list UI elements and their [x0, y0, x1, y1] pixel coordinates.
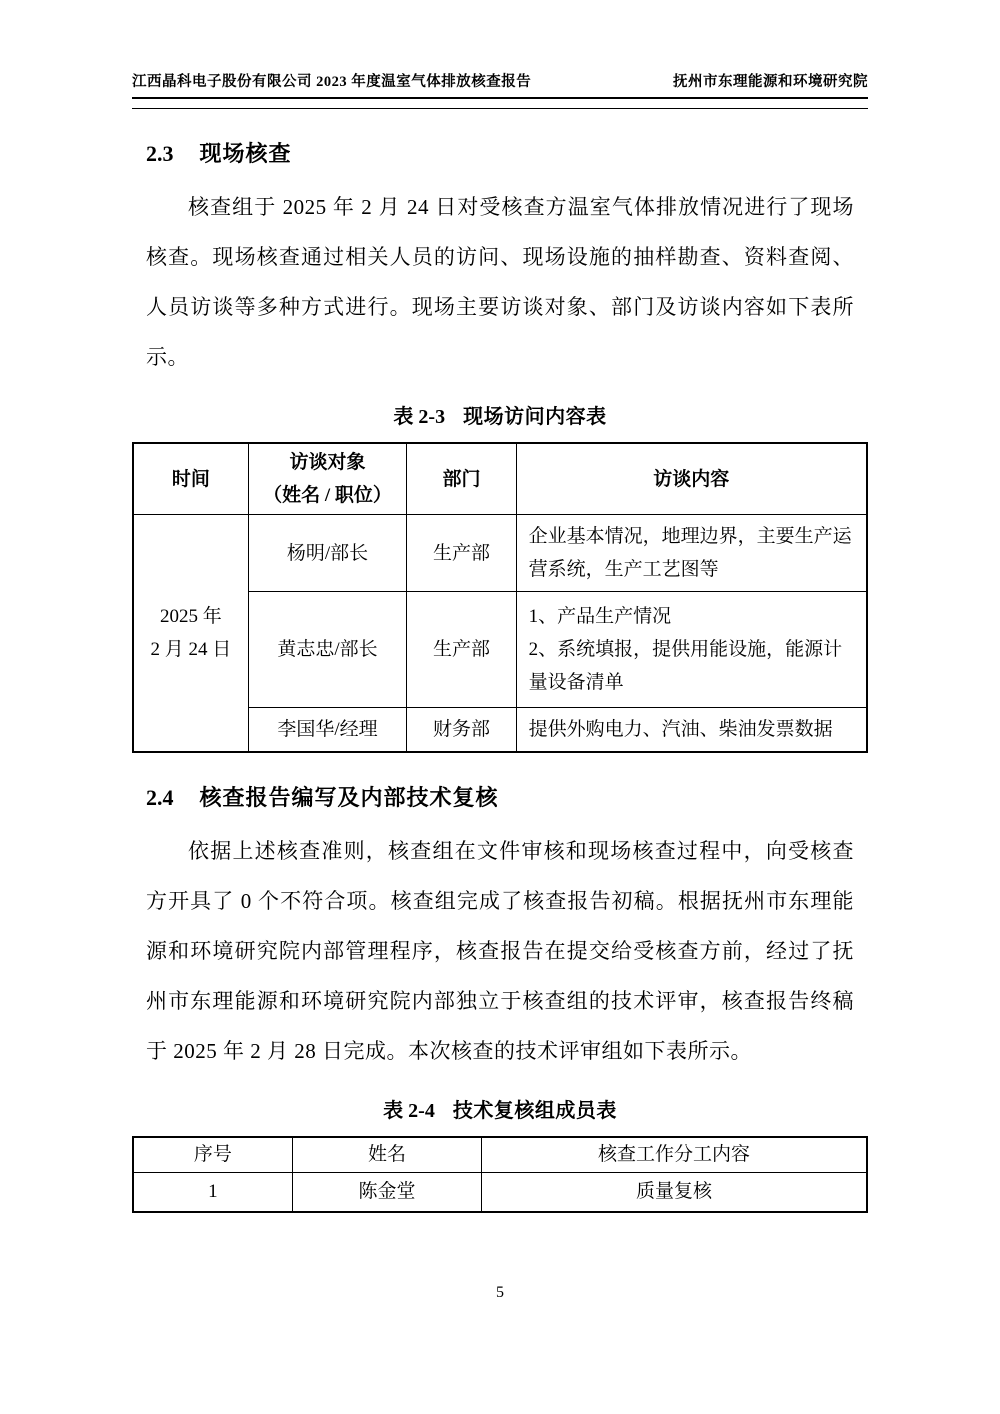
page-header: [132, 0, 868, 109]
col-header-dept: 部门: [407, 443, 516, 515]
header-report-title: 江西晶科电子股份有限公司 2023 年度温室气体排放核查报告: [132, 74, 532, 90]
cell-content: 提供外购电力、汽油、柴油发票数据: [516, 708, 867, 753]
table-header-row: [133, 1137, 867, 1173]
col-header-interviewee-line1: 访谈对象: [289, 452, 366, 473]
table-header-row: [133, 443, 867, 515]
cell-dept: 财务部: [407, 708, 516, 753]
page-number: 5: [496, 1284, 504, 1301]
cell-interviewee: 李国华/经理: [248, 708, 407, 753]
technical-review-table: [132, 1136, 868, 1213]
table-caption-title: 技术复核组成员表: [452, 1100, 617, 1122]
section-title: 核查报告编写及内部技术复核: [199, 785, 499, 810]
col-header-content: 访谈内容: [516, 443, 867, 515]
table-2-3-caption: [132, 400, 868, 429]
cell-dept: 生产部: [407, 592, 516, 708]
col-header-name: 姓名: [292, 1137, 481, 1173]
table-caption-number: 表 2-4: [383, 1100, 435, 1122]
cell-no: 1: [133, 1173, 292, 1213]
interview-table: [132, 442, 868, 753]
header-rule-thick: [132, 97, 868, 99]
section-number: 2.4: [146, 785, 174, 810]
table-row: [133, 1173, 867, 1213]
section-heading-2-4: [146, 781, 860, 812]
cell-interviewee: 黄志忠/部长: [248, 592, 407, 708]
cell-content: [516, 592, 867, 708]
cell-time-line1: 2025 年: [159, 606, 222, 627]
col-header-time: 时间: [133, 443, 248, 515]
table-2-4-caption: [132, 1094, 868, 1123]
cell-content-item2: 2、系统填报，提供用能设施，能源计量设备清单: [528, 639, 843, 693]
table-row: [133, 515, 867, 592]
cell-content: 企业基本情况，地理边界，主要生产运营系统，生产工艺图等: [516, 515, 867, 592]
cell-time-line2: 2 月 24 日: [150, 639, 232, 660]
cell-time: [133, 515, 248, 753]
col-header-interviewee: [248, 443, 407, 515]
cell-content-item1: 1、产品生产情况: [528, 606, 672, 627]
section-heading-2-3: [146, 137, 860, 168]
col-header-no: 序号: [133, 1137, 292, 1173]
section-number: 2.3: [146, 141, 174, 166]
header-rule-thin: [132, 108, 868, 109]
cell-dept: 生产部: [407, 515, 516, 592]
cell-duty: 质量复核: [482, 1173, 867, 1213]
cell-name: 陈金堂: [292, 1173, 481, 1213]
table-caption-title: 现场访问内容表: [463, 406, 607, 428]
paragraph-onsite-verification: 核查组于 2025 年 2 月 24 日对受核查方温室气体排放情况进行了现场核查。现场核查通过相关人员的访问、现场设施的抽样勘查、资料查阅、人员访谈等多种方式进行。现场主要访谈对象、部门及访谈内容如下表所示。: [146, 195, 854, 369]
header-organization: 抚州市东理能源和环境研究院: [673, 74, 868, 90]
cell-interviewee: 杨明/部长: [248, 515, 407, 592]
col-header-duty: 核查工作分工内容: [482, 1137, 867, 1173]
paragraph-report-review: 依据上述核查准则，核查组在文件审核和现场核查过程中，向受核查方开具了 0 个不符合项。核查组完成了核查报告初稿。根据抚州市东理能源和环境研究院内部管理程序，核查报告在提交给受核查方前，经过了抚州市东理能源和环境研究院内部独立于核查组的技术评审，核查报告终稿于 2025 年 2 月 28 日完成。本次核查的技术评审组如下表所示。: [146, 839, 854, 1063]
col-header-interviewee-line2: （姓名 / 职位）: [263, 485, 392, 506]
table-caption-number: 表 2-3: [393, 406, 446, 428]
section-title: 现场核查: [199, 141, 292, 166]
